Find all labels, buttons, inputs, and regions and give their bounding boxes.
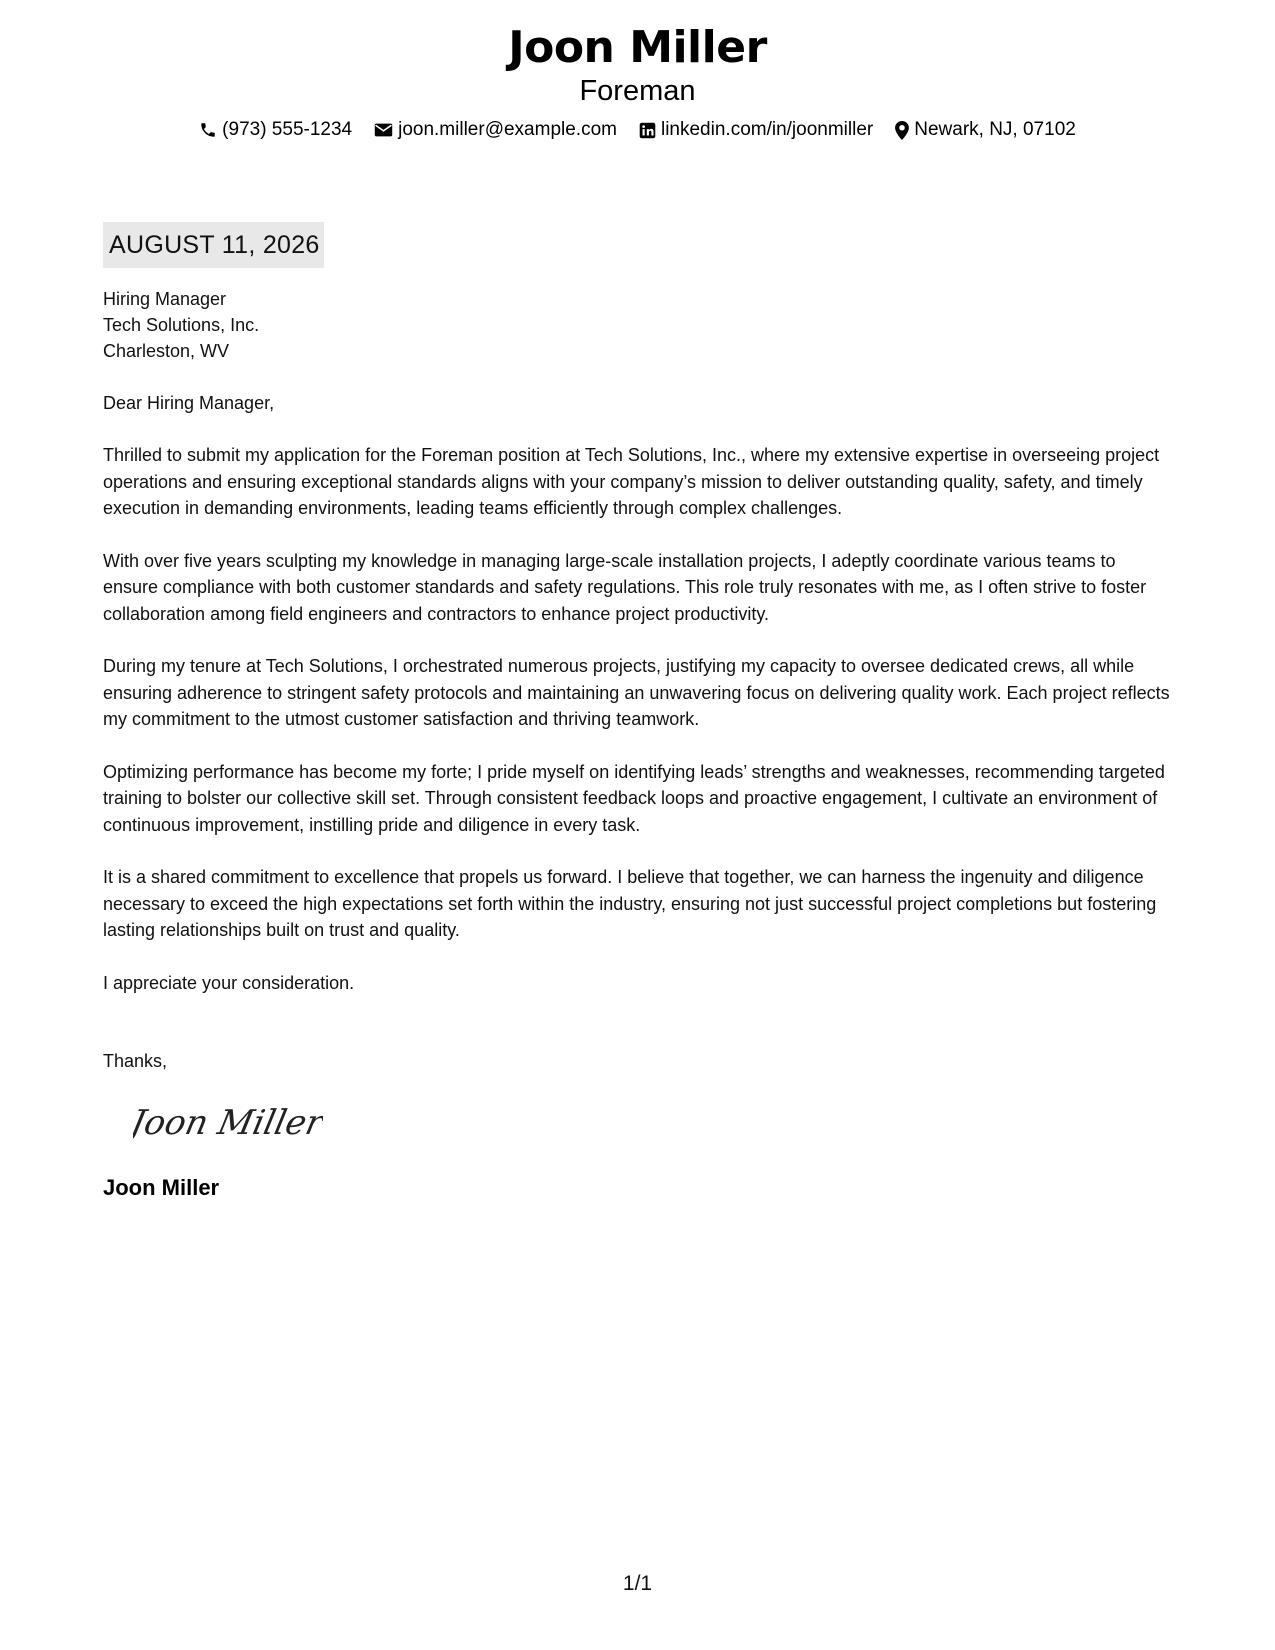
body-paragraph: With over five years sculpting my knowledge in managing large-scale installation projects, I adeptly coordinate various teams to ensure compliance with both customer standards and safety regulations. This role truly resonates with me, as I often strive to foster collaboration among field engineers and contractors to enhance project productivity.	[103, 550, 1147, 624]
body-paragraph: Thrilled to submit my application for the Foreman position at Tech Solutions, Inc., where my extensive expertise in overseeing project operations and ensuring exceptional standards aligns with your company’s mission to deliver outstanding quality, safety, and timely execution in demanding environments, leading teams efficiently through complex challenges.	[103, 445, 1160, 518]
applicant-name: Joon Miller	[508, 22, 767, 73]
recipient-company: Tech Solutions, Inc.	[103, 315, 260, 335]
letter-body	[103, 222, 1173, 1202]
contact-email[interactable]	[374, 118, 617, 142]
body-paragraph: During my tenure at Tech Solutions, I orchestrated numerous projects, justifying my capacity to oversee dedicated crews, all while ensuring adherence to stringent safety protocols and maintaining an unwavering focus on delivering quality work. Each project reflects my commitment to the utmost customer satisfaction and thriving teamwork.	[103, 656, 1170, 729]
contact-bar	[0, 118, 1275, 142]
contact-phone	[199, 118, 352, 142]
phone-text: (973) 555-1234	[222, 119, 353, 140]
contact-location	[895, 118, 1076, 142]
salutation: Dear Hiring Manager,	[103, 393, 275, 413]
letter-header	[0, 22, 1275, 142]
signer-name: Joon Miller	[103, 1174, 220, 1200]
contact-linkedin[interactable]	[639, 118, 873, 142]
body-paragraph: It is a shared commitment to excellence that propels us forward. I believe that together, we can harness the ingenuity and diligence necessary to exceed the high expectations set forth within the industry, ensuring not just successful project completions but fostering lasting relationships built on trust and quality.	[103, 867, 1157, 940]
linkedin-text[interactable]: linkedin.com/in/joonmiller	[660, 119, 874, 140]
map-pin-icon	[895, 121, 909, 140]
letter-date: AUGUST 11, 2026	[103, 222, 324, 268]
handwritten-signature	[133, 1096, 1173, 1156]
signature-glyphs: Joon Miller	[133, 1102, 323, 1143]
linkedin-icon	[639, 122, 656, 139]
recipient-title: Hiring Manager	[103, 289, 227, 309]
recipient-block	[103, 286, 1173, 364]
applicant-role: Foreman	[579, 75, 696, 107]
body-paragraph: Optimizing performance has become my forte; I pride myself on identifying leads’ strengths and weaknesses, recommending targeted training to bolster our collective skill set. Through consistent feedback loops and proactive engagement, I cultivate an environment of continuous improvement, instilling pride and diligence in every task.	[103, 761, 1165, 835]
sign-off: Thanks,	[103, 1050, 168, 1071]
page-number: 1/1	[622, 1572, 653, 1595]
envelope-icon	[374, 122, 393, 138]
recipient-location: Charleston, WV	[103, 341, 230, 361]
location-text: Newark, NJ, 07102	[914, 119, 1076, 140]
email-text[interactable]: joon.miller@example.com	[398, 119, 617, 140]
closing-line: I appreciate your consideration.	[103, 972, 355, 993]
phone-icon	[199, 121, 217, 139]
